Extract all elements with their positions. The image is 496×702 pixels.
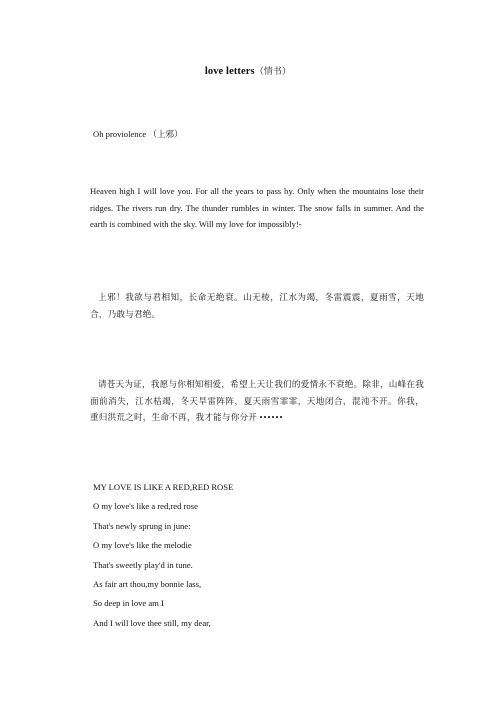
paragraph-chinese-translation <box>90 376 424 426</box>
poem-line: That's sweetly play'd in tune. <box>93 559 193 570</box>
poem-line: As fair art thou,my bonnie lass, <box>93 578 202 589</box>
poem <box>93 478 233 633</box>
poem-title: MY LOVE IS LIKE A RED,RED ROSE <box>93 482 234 492</box>
translation-text: 请苍天为证，我愿与你相知相爱，希望上天让我们的爱情永不衰绝。除非，山峰在我面前消失，江水枯竭，冬天旱雷阵阵，夏天雨雪霏霏，天地闭合，混沌不开。你我，重归洪荒之时，生命不再，我才能与你分开 <box>90 379 424 423</box>
title-suffix: （情书） <box>254 66 292 76</box>
ellipsis-dots: •••••• <box>259 412 284 423</box>
paragraph-english: Heaven high I will love you. For all the years to pass by. Only when the mountains lose their ridges. The rivers run dry. The thunder rumbles in winter. The snow falls in summer. And the earth is combined with the sky. Will my love for impossibly!- <box>90 186 424 230</box>
page-title <box>0 64 496 77</box>
poem-line: O my love's like the melodie <box>93 540 192 551</box>
poem-line: And I will love thee still, my dear, <box>93 617 211 628</box>
poem-line: That's newly sprung in june: <box>93 520 191 531</box>
section-heading: Oh proviolence （上邪） <box>93 129 183 139</box>
title-text: love letters <box>204 66 255 77</box>
poem-line: So deep in love am I <box>93 598 164 609</box>
paragraph-chinese-original: 上邪！我欲与君相知，长命无绝衰。山无棱，江水为竭，冬雷震震，夏雨雪，天地合，乃敢与君绝。 <box>90 292 424 319</box>
poem-line: O my love's like a red,red rose <box>93 501 198 512</box>
